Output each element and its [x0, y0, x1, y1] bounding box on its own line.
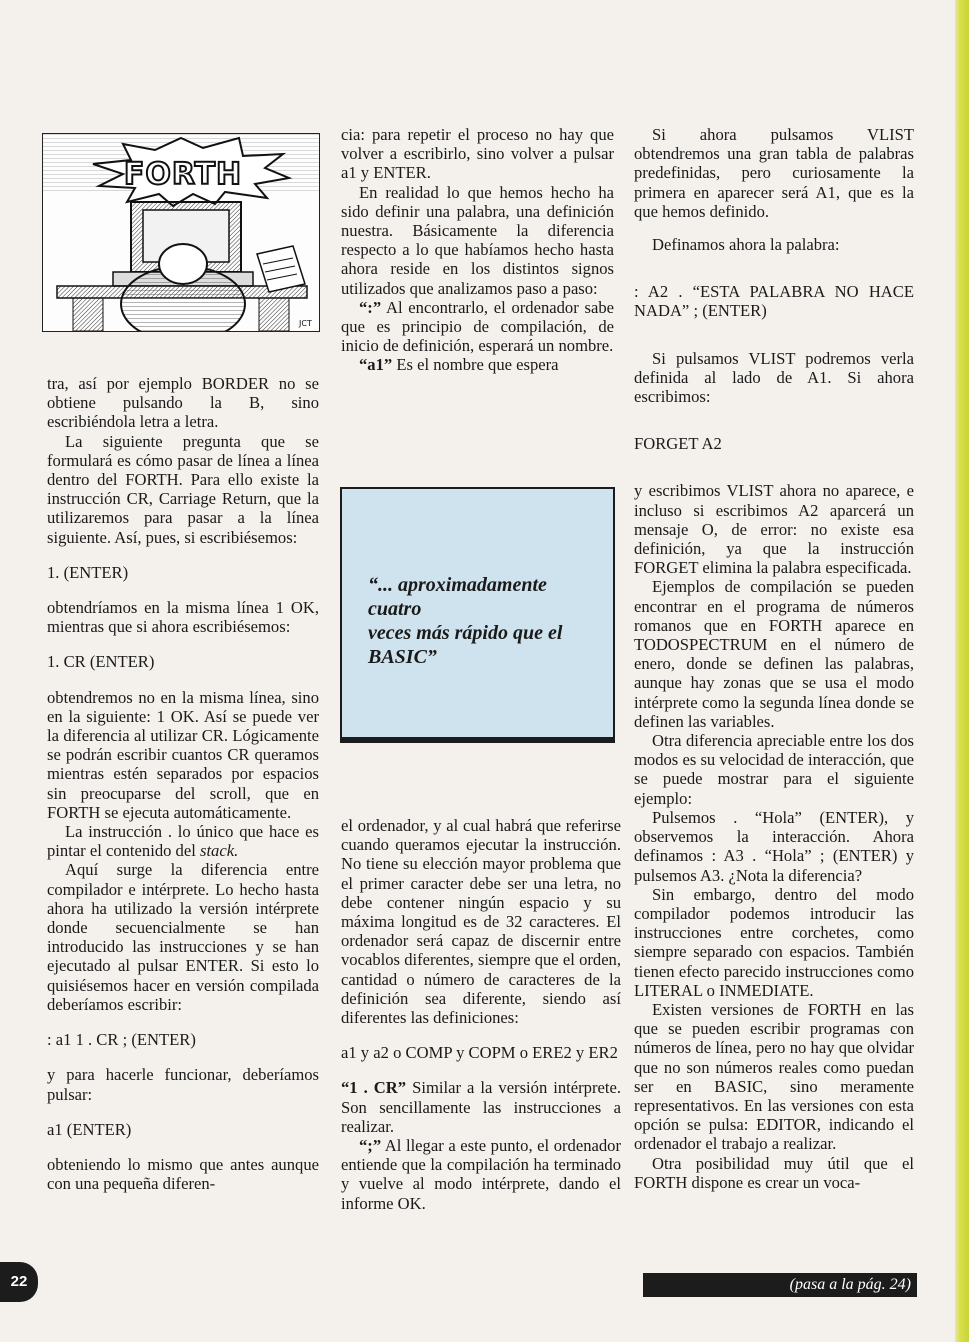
paragraph: Pulsemos . “Hola” (ENTER), y observemos la interacción. Ahora definamos : A3 . “Hola” ; (ENTER) y pulsemos A3. ¿Nota la diferencia? [634, 807, 914, 885]
paragraph: En realidad lo que hemos hecho ha sido definir una palabra, una definición nuestra. Básicamente la diferencia respecto a lo que habíamos hecho hasta ahora reside en los distintos signos utilizados que analizamos paso a paso: [341, 182, 614, 298]
pull-quote-line: “... aproximadamente [368, 574, 547, 596]
paragraph: obteniendo lo mismo que antes aunque con una pequeña diferen- [47, 1154, 319, 1194]
paragraph: obtendríamos en la misma línea 1 OK, mientras que si ahora escribiésemos: [47, 598, 319, 637]
forth-illustration [42, 133, 320, 332]
paragraph: Otra diferencia apreciable entre los dos modos es su velocidad de interacción, que se puede mostrar para el siguiente ejemplo: [634, 731, 914, 808]
paragraph: Sin embargo, dentro del modo compilador podemos introducir las instrucciones entre corchetes, como siempre separado con espacios. También tienen efecto parecido instrucciones como LITERAL o INMEDIATE. [634, 884, 914, 1000]
paragraph: La siguiente pregunta que se formulará es cómo pasar de línea a línea dentro del FORTH. Para ello existe la instrucción CR, Carriage Return, que la utilizaremos para pasar a la línea siguiente. Así, pues, si escribiésemos: [47, 431, 319, 547]
code-line: : A2 . “ESTA PALABRA NO HACE NADA” ; (ENTER) [634, 282, 914, 321]
pull-quote-text [368, 573, 598, 669]
column-2-bottom [341, 816, 621, 1213]
paragraph: y escribimos VLIST ahora no aparece, e incluso si escribimos A2 aparcerá un mensaje O, de error: no existe esa definición, ya que la instrucción FORGET elimina la palabra especificada. [634, 481, 914, 578]
paragraph [341, 298, 614, 356]
paragraph: tra, así por ejemplo BORDER no se obtiene pulsando la B, sino escribiéndola letra a letra. [47, 374, 319, 432]
page-number: 22 [0, 1262, 38, 1302]
paragraph-text: La instrucción . lo único que hace es pintar el contenido del [47, 822, 319, 861]
paragraph-text: Al llegar a este punto, el ordenador entiende que la compilación ha terminado y vuelve al modo intérprete, dando el informe OK. [341, 1136, 621, 1213]
paragraph: Aquí surge la diferencia entre compilador e intérprete. Lo hecho hasta ahora ha utilizado la versión intérprete donde secuencialmente se han introducido las instrucciones y se han ejecutado al pulsar ENTER. Si esto lo quisiésemos hacer en versión compilada deberíamos escribir: [47, 860, 319, 1014]
paragraph: y para hacerle funcionar, deberíamos pulsar: [47, 1065, 319, 1104]
page-edge-strip [955, 0, 969, 1342]
pull-quote-line: cuatro [368, 598, 422, 620]
paragraph: Existen versiones de FORTH en las que se pueden escribir programas con números de línea, pero no hay que olvidar que no son números reales como puedan ser en BASIC, sino meramente representativos. En las versiones con esta opción se pulsa: EDITOR, indicando el ordenador el trabajo a realizar. [634, 999, 914, 1154]
keyword: “1 . CR” [341, 1078, 407, 1098]
pull-quote [340, 487, 615, 743]
code-line: 1. (ENTER) [47, 562, 129, 582]
illustration-signature: JCT [299, 319, 312, 328]
paragraph [341, 1078, 621, 1136]
paragraph: obtendremos no en la misma línea, sino en la siguiente: 1 OK. Así se puede ver la diferencia al utilizar CR. Lógicamente se podrán escribir cuantos CR queramos mientras estén separados por espacios sin preocuparse del scroll, que en FORTH se ejecuta automáticamente. [47, 687, 319, 822]
paragraph [341, 355, 614, 374]
paragraph: el ordenador, y al cual habrá que referirse cuando queramos ejecutar la instrucción. No tiene su elección mayor problema que el primer caracter debe ser una letra, no debe contener ningún espacio y su máxima longitud es de 32 caracteres. El ordenador será capaz de discernir entre vocablos diferentes, siempre que el orden, cantidad o número de caracteres de la definición sea diferente, siendo así diferentes las definiciones: [341, 816, 621, 1028]
paragraph [341, 1136, 621, 1213]
code-line: 1. CR (ENTER) [47, 652, 155, 672]
keyword: “;” [359, 1136, 382, 1156]
italic-term: stack. [199, 841, 239, 861]
pull-quote-line: veces más rápido que el [368, 622, 563, 644]
paragraph: Definamos ahora la palabra: [652, 235, 840, 255]
paragraph: Otra posibilidad muy útil que el FORTH dispone es crear un voca- [634, 1153, 914, 1192]
pull-quote-line: BASIC” [368, 646, 437, 668]
paragraph [47, 822, 319, 860]
paragraph: Ejemplos de compilación se pueden encontrar en el programa de números romanos que en FORTH aparece en TODOSPECTRUM en el número de enero, donde se definen las palabras, aunque hay zonas que se usa el modo intérprete como la segunda línea donde se definen las variables. [634, 577, 914, 731]
paragraph: cia: para repetir el proceso no hay que volver a escribirlo, sino volver a pulsar a1 y ENTER. [341, 125, 614, 183]
column-1 [47, 374, 319, 1193]
column-2-top [341, 125, 614, 375]
paragraph: Si pulsamos VLIST podremos verla definida al lado de A1. Si ahora escribimos: [634, 348, 914, 407]
continuation-note: (pasa a la pág. 24) [643, 1273, 917, 1297]
paragraph: Si ahora pulsamos VLIST obtendremos una gran tabla de palabras predefinidas, pero curiosamente la primera en aparecer será A1, que es la que hemos definido. [634, 125, 914, 221]
code-line: a1 (ENTER) [47, 1119, 132, 1139]
code-line: FORGET A2 [634, 434, 722, 454]
code-line: a1 y a2 o COMP y COPM o ERE2 y ER2 [341, 1043, 618, 1063]
keyword: “a1” [359, 355, 393, 375]
keyword: “:” [359, 297, 382, 317]
paragraph-text: Es el nombre que espera [392, 355, 559, 375]
code-line: : a1 1 . CR ; (ENTER) [47, 1030, 196, 1050]
forth-logo-text: FORTH [123, 157, 243, 192]
column-3 [634, 125, 914, 1192]
paragraph-text: Similar a la versión intérprete. Son sencillamente las instrucciones a realizar. [341, 1078, 621, 1136]
illustration-drawing [43, 134, 319, 331]
paragraph-text: Al encontrarlo, el ordenador sabe que es principio de compilación, de inicio de definición, esperará un nombre. [341, 297, 614, 356]
